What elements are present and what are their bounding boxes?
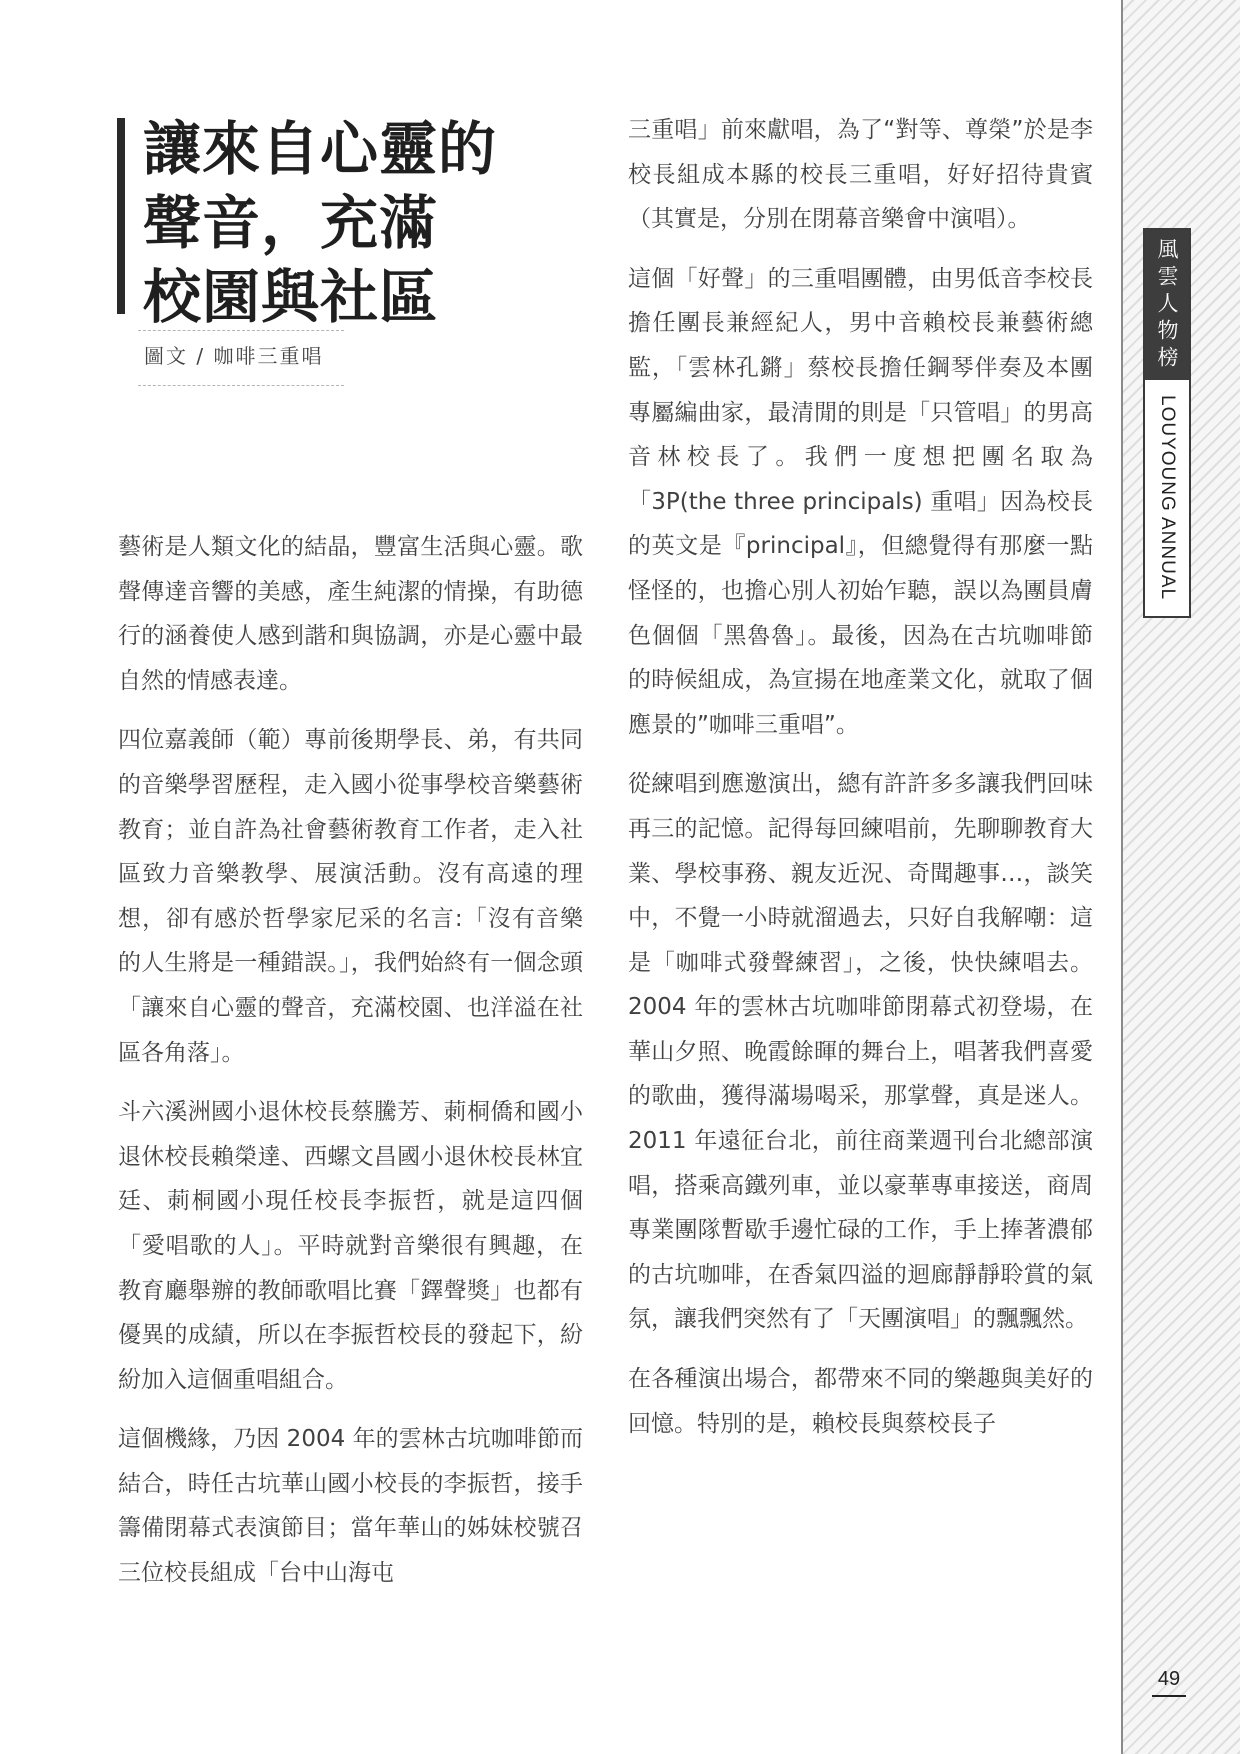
title-line: 讓來自心靈的 (143, 115, 498, 183)
body-paragraph: 斗六溪洲國小退休校長蔡騰芳、莿桐僑和國小退休校長賴榮達、西螺文昌國小退休校長林宜廷、莿桐國小現任校長李振哲，就是這四個「愛唱歌的人」。平時就對音樂很有興趣，在教育廳舉辦的教師歌唱比賽「鐸聲獎」也都有優異的成績，所以在李振哲校長的發起下，紛紛加入這個重唱組合。 (118, 1099, 583, 1393)
title-accent-bar (117, 118, 125, 314)
body-paragraph: 在各種演出場合，都帶來不同的樂趣與美好的回憶。特別的是，賴校長與蔡校長子 (628, 1366, 1093, 1437)
title-line: 校園與社區 (143, 263, 439, 331)
side-margin-edge (1121, 0, 1123, 1754)
article-byline: 圖文 / 咖啡三重唱 (138, 330, 344, 386)
article-title (143, 112, 497, 334)
column-name-en: LOUYOUNG ANNUAL (1157, 395, 1178, 601)
title-line: 聲音，充滿 (143, 189, 439, 257)
right-text-column (628, 108, 1093, 1461)
column-tab-chinese (1145, 230, 1189, 380)
column-tab (1143, 228, 1191, 618)
column-tab-english (1145, 380, 1189, 616)
body-paragraph: 這個「好聲」的三重唱團體，由男低音李校長擔任團長兼經紀人，男中音賴校長兼藝術總監，「雲林孔鏘」蔡校長擔任鋼琴伴奏及本團專屬編曲家，最清閒的則是「只管唱」的男高音林校長了。我們一度想把團名取為「3P(the three principals) 重唱」因為校長的英文是『principal』，但總覺得有那麼一點怪怪的，也擔心別人初始乍聽，誤以為團員膚色個個「黑魯魯」。最後，因為在古坑咖啡節的時候組成，為宣揚在地產業文化，就取了個應景的”咖啡三重唱”。 (628, 265, 1093, 738)
page-number: 49 (1152, 1668, 1186, 1697)
body-paragraph: 這個機緣，乃因 2004 年的雲林古坑咖啡節而結合，時任古坑華山國小校長的李振哲，接手籌備閉幕式表演節目；當年華山的姊妹校號召三位校長組成「台中山海屯 (118, 1426, 583, 1587)
body-paragraph: 從練唱到應邀演出，總有許許多多讓我們回味再三的記憶。記得每回練唱前，先聊聊教育大業、學校事務、親友近況、奇聞趣事…，談笑中，不覺一小時就溜過去，只好自我解嘲：這是「咖啡式發聲練習」，之後，快快練唱去。2004 年的雲林古坑咖啡節閉幕式初登場，在華山夕照、晚霞餘暉的舞台上，唱著我們喜愛的歌曲，獲得滿場喝采，那掌聲，真是迷人。2011 年遠征台北，前往商業週刊台北總部演唱，搭乘高鐵列車，並以豪華專車接送，商周專業團隊暫歇手邊忙碌的工作，手上捧著濃郁的古坑咖啡，在香氣四溢的迴廊靜靜聆賞的氣氛，讓我們突然有了「天團演唱」的飄飄然。 (628, 771, 1093, 1333)
body-paragraph: 三重唱」前來獻唱，為了“對等、尊榮”於是李校長組成本縣的校長三重唱，好好招待貴賓（其實是，分別在閉幕音樂會中演唱）。 (628, 117, 1093, 233)
body-paragraph: 藝術是人類文化的結晶，豐富生活與心靈。歌聲傳達音響的美感，產生純潔的情操，有助德行的涵養使人感到諧和與協調，亦是心靈中最自然的情感表達。 (118, 534, 583, 694)
left-text-column (118, 525, 583, 1611)
column-name-cn: 風雲人物榜 (1155, 237, 1179, 373)
body-paragraph: 四位嘉義師（範）專前後期學長、弟，有共同的音樂學習歷程，走入國小從事學校音樂藝術教育；並自許為社會藝術教育工作者，走入社區致力音樂教學、展演活動。沒有高遠的理想，卻有感於哲學家尼采的名言:「沒有音樂的人生將是一種錯誤。」，我們始終有一個念頭「讓來自心靈的聲音，充滿校園、也洋溢在社區各角落」。 (118, 727, 583, 1066)
